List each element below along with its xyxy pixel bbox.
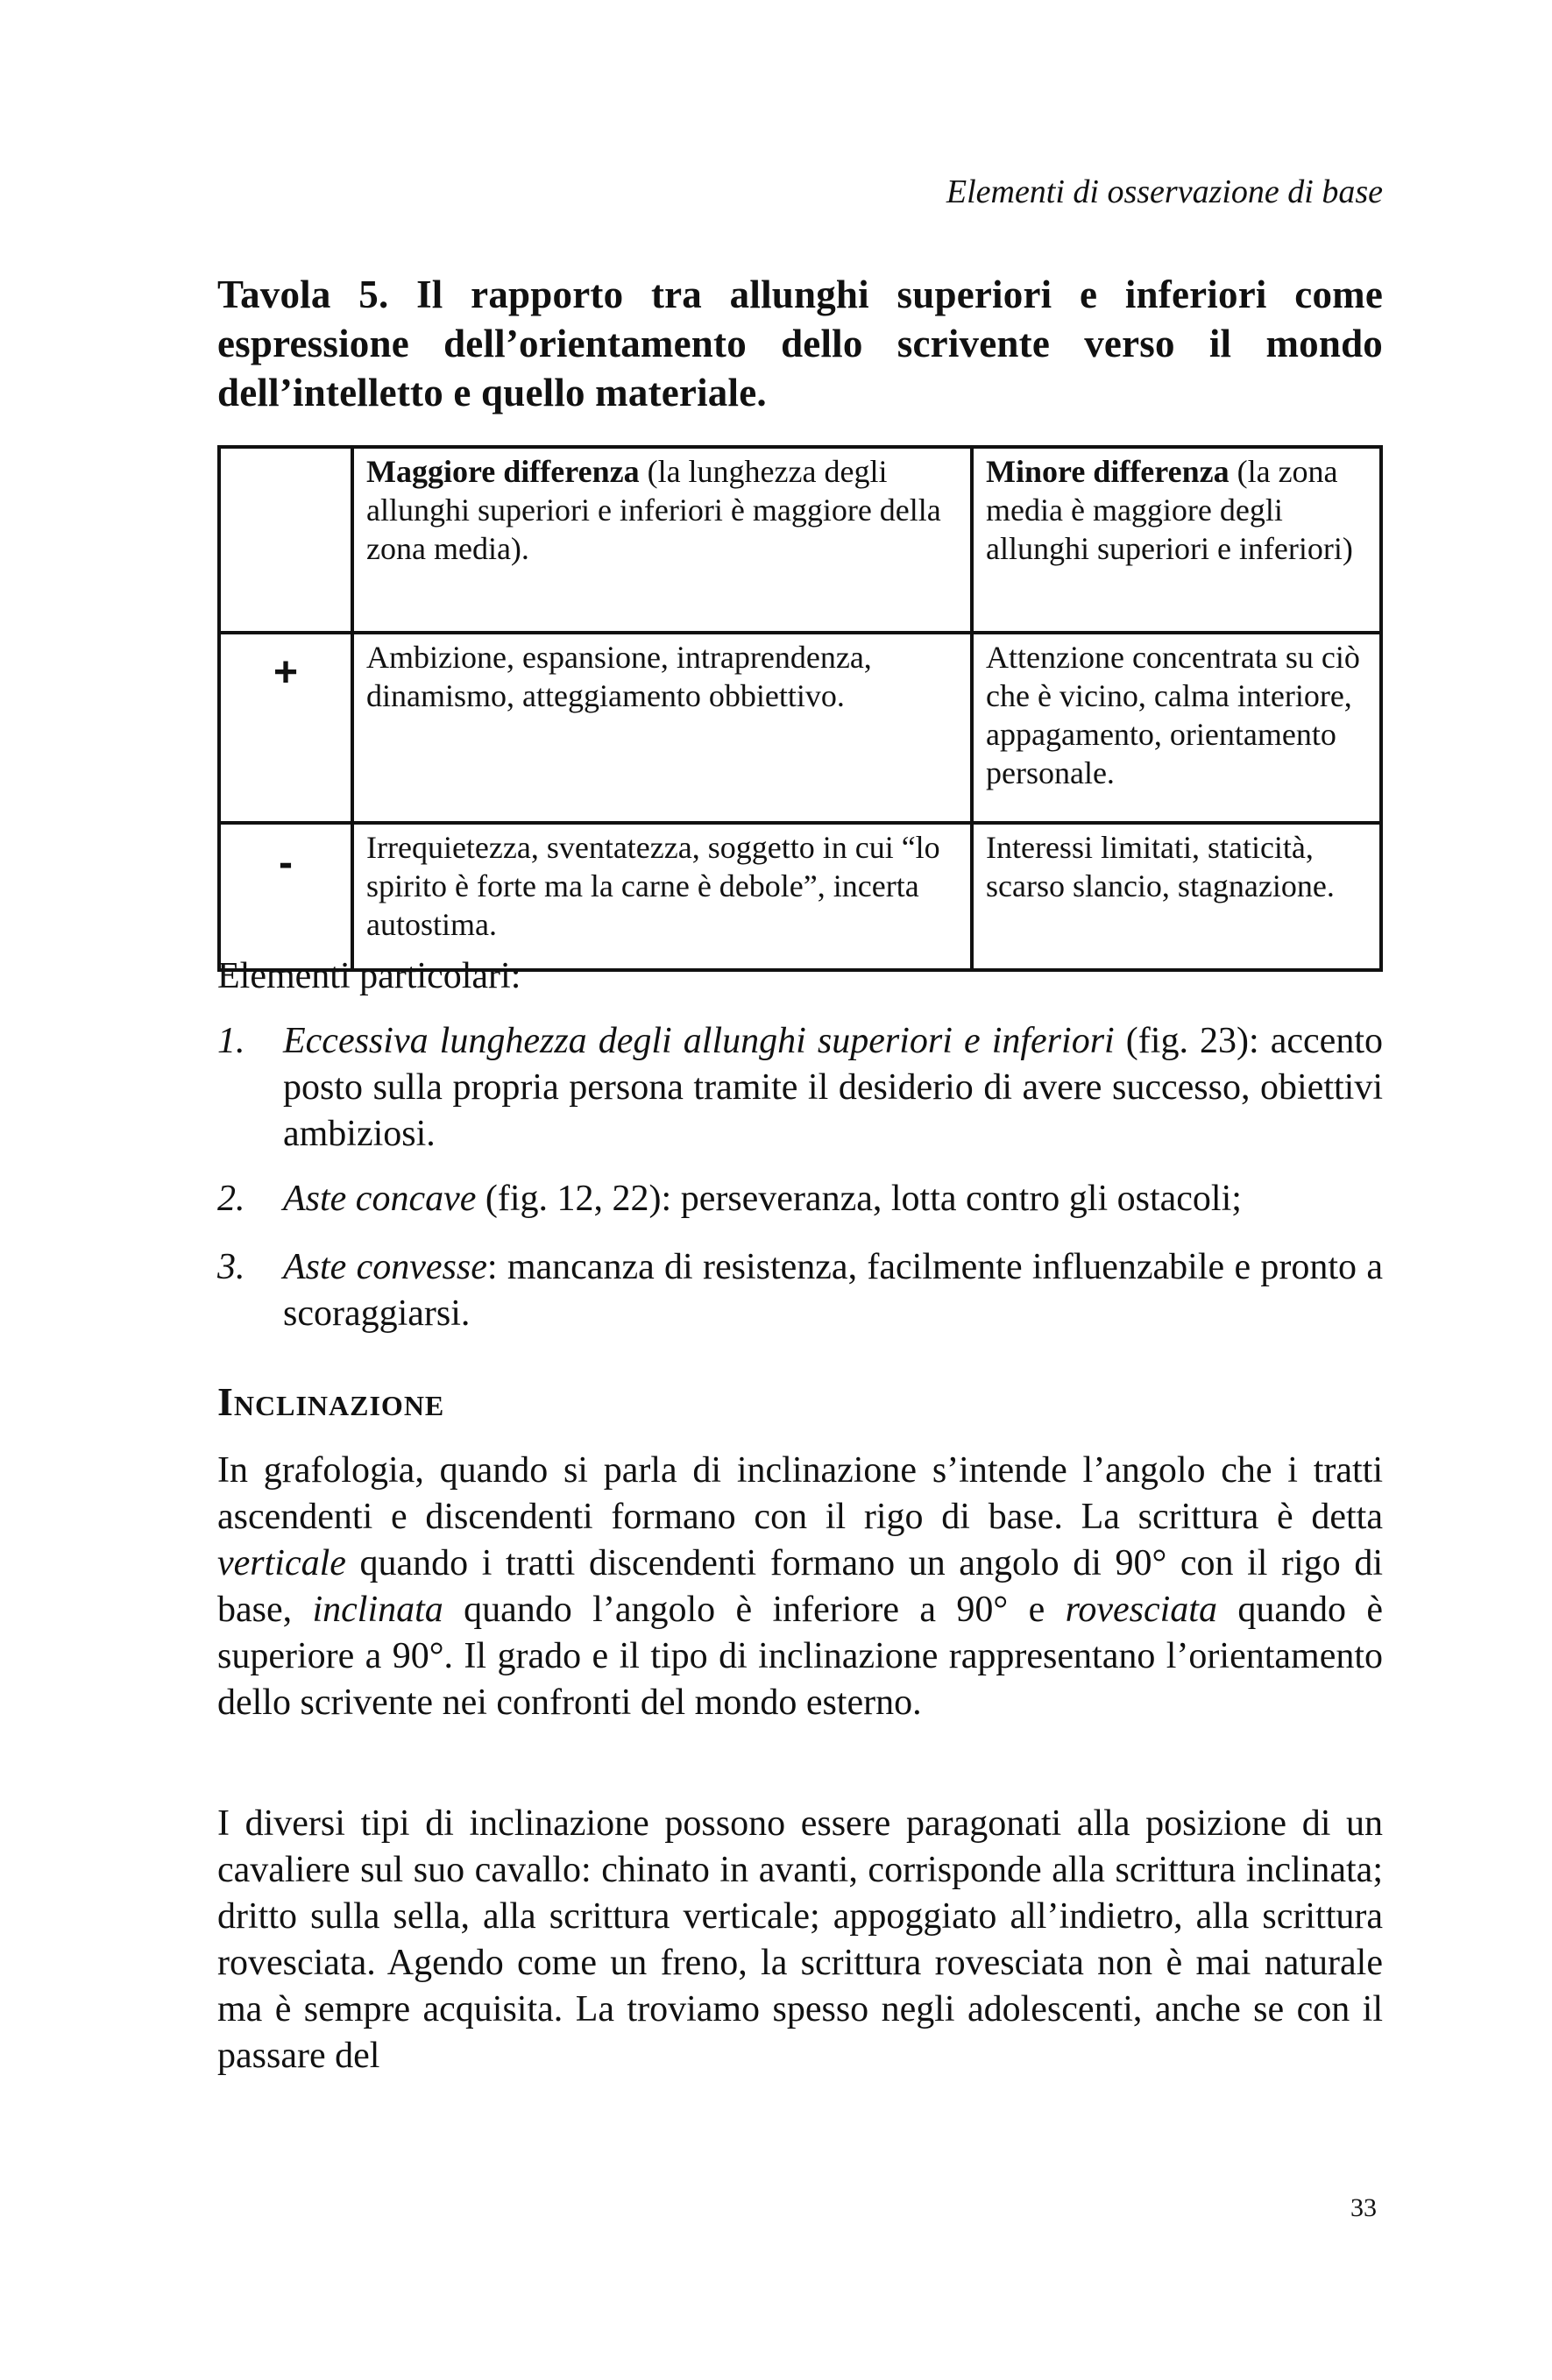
- paragraph-text: In grafologia, quando si parla di inclinazione s’intende l’angolo che i tratti ascendenti e discendenti formano con il rigo di base. La scrittura è detta: [217, 1450, 1383, 1537]
- table-cell: Attenzione concentrata su ciò che è vicino, calma interiore, appagamento, orientamento personale.: [972, 633, 1381, 823]
- plus-sign: +: [219, 633, 352, 823]
- list-number: 1.: [217, 1021, 245, 1061]
- term-inclinata: inclinata: [312, 1590, 443, 1630]
- section-heading-inclinazione: Inclinazione: [217, 1379, 445, 1424]
- header-col1-title: Maggiore differenza: [366, 454, 640, 489]
- list-item: [217, 1244, 1383, 1337]
- list-item-3-container: [217, 1244, 1383, 1337]
- table-cell: Irrequietezza, sventatezza, soggetto in cui “lo spirito è forte ma la carne è debole”, incerta autostima.: [352, 823, 972, 970]
- table-header-row: [219, 447, 1381, 633]
- term-rovesciata: rovesciata: [1065, 1590, 1217, 1630]
- page-number: 33: [1350, 2193, 1377, 2222]
- list-item-2-container: [217, 1176, 1383, 1222]
- table-title: Tavola 5. Il rapporto tra allunghi superiori e inferiori come espressione dell’orientamento dello scrivente verso il mondo dell’intelletto e quello materiale.: [217, 273, 1383, 414]
- table-cell: Interessi limitati, staticità, scarso slancio, stagnazione.: [972, 823, 1381, 970]
- paragraph-inclinazione-definition: [217, 1448, 1383, 1726]
- header-col2-title: Minore differenza: [986, 454, 1230, 489]
- running-head: Elementi di osservazione di base: [946, 174, 1383, 210]
- header-col1-desc: (la lunghezza degli allunghi superiori e inferiori è maggiore della zona media).: [366, 454, 941, 566]
- paragraph-text: quando l’angolo è inferiore a 90° e: [443, 1590, 1066, 1630]
- particolari-label: Elementi particolari:: [217, 956, 521, 996]
- table-row-positive: [219, 633, 1381, 823]
- paragraph-cavaliere-analogy: I diversi tipi di inclinazione possono essere paragonati alla posizione di un cavaliere sul suo cavallo: chinato in avanti, corrisponde alla scrittura inclinata; dritto sulla sella, alla scrittura verticale; appoggiato all’indietro, alla scrittura rovesciata. Agendo come un freno, la scrittura rovesciata non è mai naturale ma è sempre acquisita. La troviamo spesso negli adolescenti, anche se con il passare del: [217, 1803, 1383, 2076]
- table-header-sign-cell: [219, 447, 352, 633]
- list-item: [217, 1176, 1383, 1222]
- list-item-text: (fig. 12, 22): perseveranza, lotta contro gli ostacoli;: [476, 1179, 1242, 1219]
- list-item-term: Aste concave: [283, 1179, 477, 1219]
- table-cell: Ambizione, espansione, intraprendenza, dinamismo, atteggiamento obbiettivo.: [352, 633, 972, 823]
- list-item-text: (fig. 23): accento posto sulla propria persona tramite il desiderio di avere successo, obiettivi ambiziosi.: [283, 1021, 1383, 1154]
- tavola-5-table: [217, 445, 1383, 972]
- list-item-term: Eccessiva lunghezza degli allunghi superiori e inferiori: [283, 1021, 1115, 1061]
- list-item: [217, 1018, 1383, 1158]
- list-item-term: Aste convesse: [283, 1247, 487, 1287]
- list-item-1-container: [217, 1018, 1383, 1158]
- term-verticale: verticale: [217, 1543, 346, 1583]
- list-number: 2.: [217, 1179, 245, 1219]
- list-item-text: : mancanza di resistenza, facilmente influenzabile e pronto a scoraggiarsi.: [283, 1247, 1383, 1334]
- table-row-negative: [219, 823, 1381, 970]
- table-header-maggiore-differenza: [352, 447, 972, 633]
- header-col2-desc: (la zona media è maggiore degli allunghi superiori e inferiori): [986, 454, 1353, 566]
- paragraph-text: quando i tratti discendenti formano un angolo di 90° con il rigo di base,: [217, 1543, 1383, 1630]
- paragraph-text: quando è superiore a 90°. Il grado e il tipo di inclinazione rappresentano l’orientamento dello scrivente nei confronti del mondo esterno.: [217, 1590, 1383, 1723]
- list-number: 3.: [217, 1247, 245, 1287]
- minus-sign: -: [219, 823, 352, 970]
- table-header-minore-differenza: [972, 447, 1381, 633]
